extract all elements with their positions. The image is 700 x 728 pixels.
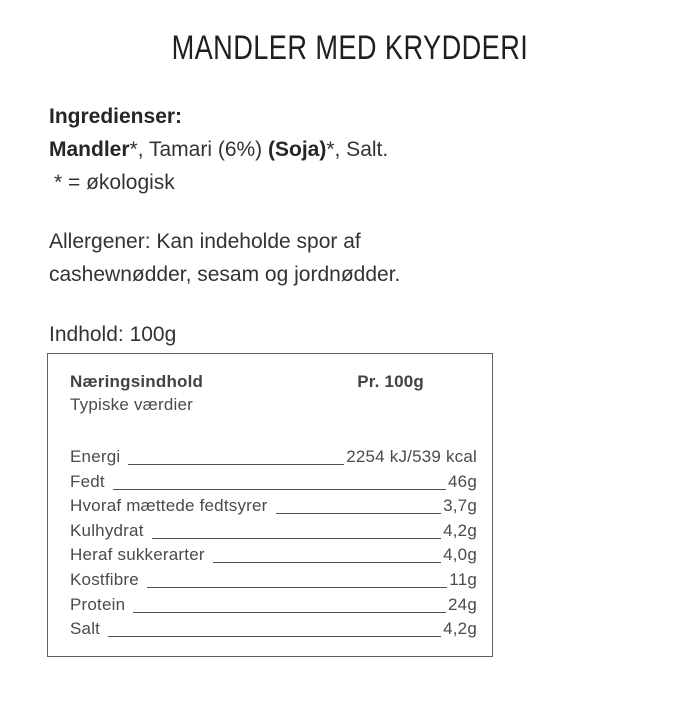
allergens-line-1: Allergener: Kan indeholde spor af bbox=[49, 230, 361, 253]
nutrition-row bbox=[70, 593, 477, 618]
nutrient-value: 11g bbox=[449, 569, 477, 589]
ingredient-salt: *, Salt. bbox=[326, 138, 389, 161]
nutrition-row bbox=[70, 568, 477, 593]
nutrient-label: Protein bbox=[70, 594, 126, 614]
nutrient-value: 3,7g bbox=[443, 496, 477, 516]
leader-line bbox=[133, 612, 446, 613]
ingredients-section bbox=[49, 100, 651, 199]
nutrition-header bbox=[70, 371, 477, 393]
nutrition-row bbox=[70, 519, 477, 544]
nutrient-label: Salt bbox=[70, 619, 101, 639]
leader-line bbox=[152, 538, 441, 539]
nutrition-heading: Næringsindhold bbox=[70, 372, 204, 391]
nutrition-row bbox=[70, 470, 477, 495]
nutrient-label: Fedt bbox=[70, 471, 105, 491]
leader-line bbox=[213, 562, 441, 563]
nutrient-label: Energi bbox=[70, 447, 121, 466]
product-label-page bbox=[0, 28, 700, 728]
nutrient-value: 4,2g bbox=[443, 619, 477, 639]
nutrition-row bbox=[70, 445, 477, 470]
ingredient-tamari: *, Tamari (6%) bbox=[129, 138, 268, 161]
leader-line bbox=[113, 489, 446, 490]
leader-line bbox=[108, 636, 441, 637]
nutrition-rows bbox=[70, 445, 477, 642]
leader-line bbox=[276, 513, 442, 514]
page-title-text: MANDLER MED KRYDDERI bbox=[171, 29, 529, 67]
nutrition-subheading: Typiske værdier bbox=[70, 395, 193, 414]
allergens-line-2: cashewnødder, sesam og jordnødder. bbox=[49, 263, 401, 286]
nutrition-facts-box bbox=[47, 353, 493, 657]
ingredients-heading: Ingredienser: bbox=[49, 105, 183, 128]
nutrition-row bbox=[70, 543, 477, 568]
nutrient-value: 24g bbox=[448, 594, 477, 614]
nutrition-row bbox=[70, 617, 477, 642]
leader-line bbox=[128, 464, 344, 465]
nutrient-label: Heraf sukkerarter bbox=[70, 545, 205, 565]
nutrition-row bbox=[70, 494, 477, 519]
nutrient-value: 4,0g bbox=[443, 545, 477, 565]
nutrient-value: 4,2g bbox=[443, 520, 477, 540]
ingredient-soja: (Soja) bbox=[268, 138, 327, 161]
allergens-section bbox=[49, 225, 651, 291]
nutrient-label: Kulhydrat bbox=[70, 520, 144, 540]
nutrient-label: Hvoraf mættede fedtsyrer bbox=[70, 496, 268, 516]
contents-line: Indhold: 100g bbox=[49, 323, 177, 346]
nutrient-value: 2254 kJ/539 kcal bbox=[346, 447, 477, 466]
organic-note: * = økologisk bbox=[54, 171, 175, 194]
nutrient-label: Kostfibre bbox=[70, 569, 139, 589]
nutrition-per-column-header: Pr. 100g bbox=[357, 372, 424, 391]
nutrient-value: 46g bbox=[448, 471, 477, 491]
ingredient-mandler: Mandler bbox=[49, 138, 130, 161]
page-title bbox=[49, 28, 651, 68]
ingredients-line bbox=[49, 133, 651, 166]
leader-line bbox=[147, 587, 447, 588]
